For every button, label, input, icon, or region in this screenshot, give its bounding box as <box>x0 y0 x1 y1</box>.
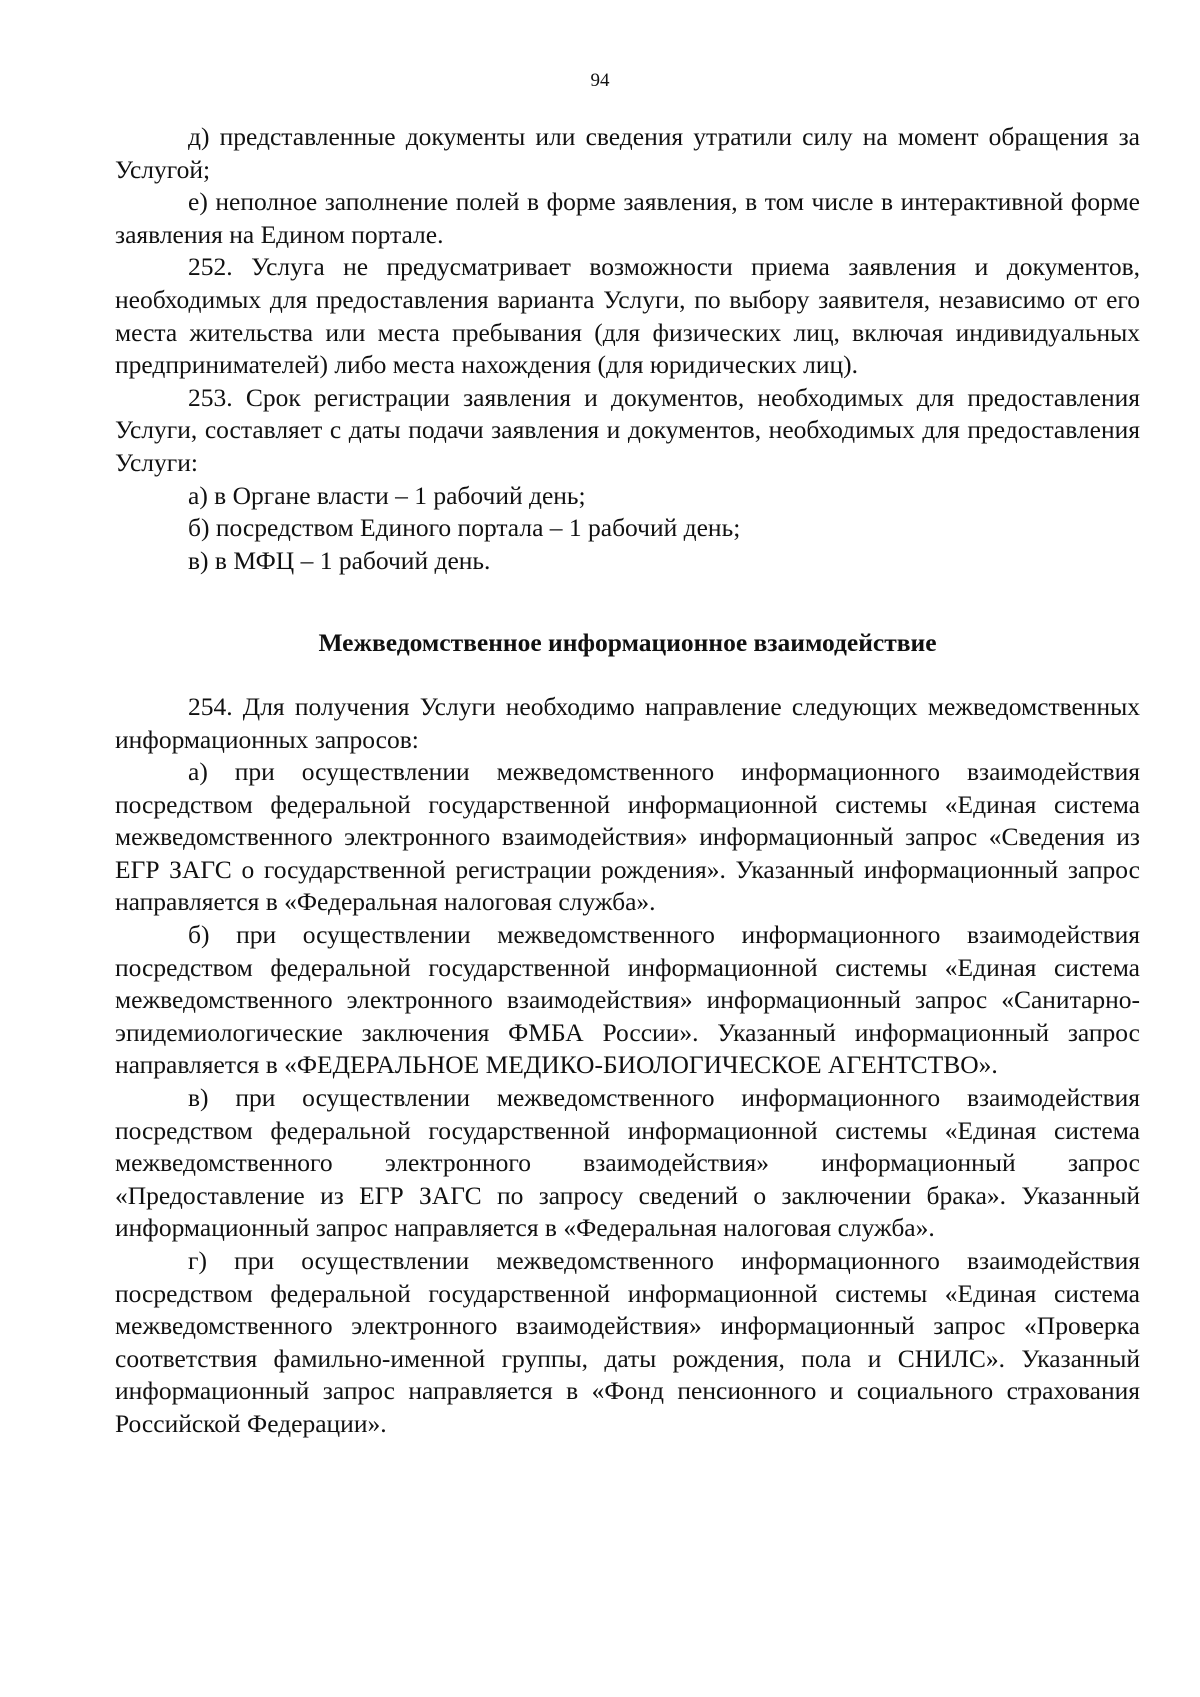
paragraph-253-item-a: а) в Органе власти – 1 рабочий день; <box>188 480 586 510</box>
paragraph-item-e: е) неполное заполнение полей в форме заявления, в том числе в интерактивной форме заявления на Едином портале. <box>115 187 1140 249</box>
page-number: 94 <box>590 70 610 91</box>
paragraph-253: 253. Срок регистрации заявления и документов, необходимых для предоставления Услуги, составляет с даты подачи заявления и документов, необходимых для предоставления Услуги: <box>115 382 1140 477</box>
paragraph-254-item-b: б) при осуществлении межведомственного информационного взаимодействия посредством федеральной государственной информационной системы «Единая система межведомственного электронного взаимодействия» информационный запрос «Санитарно-эпидемиологические заключения ФМБА России». Указанный информационный запрос направляется в «ФЕДЕРАЛЬНОЕ МЕДИКО-БИОЛОГИЧЕСКОЕ АГЕНТСТВО». <box>115 920 1140 1080</box>
paragraph-254-item-v: в) при осуществлении межведомственного информационного взаимодействия посредством федеральной государственной информационной системы «Единая система межведомственного электронного взаимодействия» информационный запрос «Предоставление из ЕГР ЗАГС по запросу сведений о заключении брака». Указанный информационный запрос направляется в «Федеральная налоговая служба». <box>115 1083 1140 1243</box>
paragraph-item-d: д) представленные документы или сведения утратили силу на момент обращения за Услугой; <box>115 122 1140 184</box>
paragraph-253-item-b: б) посредством Единого портала – 1 рабочий день; <box>188 513 741 543</box>
section-heading: Межведомственное информационное взаимодействие <box>318 628 937 658</box>
paragraph-252: 252. Услуга не предусматривает возможности приема заявления и документов, необходимых для предоставления варианта Услуги, по выбору заявителя, независимо от его места жительства или места пребывания (для физических лиц, включая индивидуальных предпринимателей) либо места нахождения (для юридических лиц). <box>115 252 1140 380</box>
paragraph-254-item-a: а) при осуществлении межведомственного информационного взаимодействия посредством федеральной государственной информационной системы «Единая система межведомственного электронного взаимодействия» информационный запрос «Сведения из ЕГР ЗАГС о государственной регистрации рождения». Указанный информационный запрос направляется в «Федеральная налоговая служба». <box>115 757 1140 917</box>
paragraph-254: 254. Для получения Услуги необходимо направление следующих межведомственных информационных запросов: <box>115 691 1140 754</box>
paragraph-254-item-g: г) при осуществлении межведомственного информационного взаимодействия посредством федеральной государственной информационной системы «Единая система межведомственного электронного взаимодействия» информационный запрос «Проверка соответствия фамильно-именной группы, даты рождения, пола и СНИЛС». Указанный информационный запрос направляется в «Фонд пенсионного и социального страхования Российской Федерации». <box>115 1246 1140 1438</box>
paragraph-253-item-v: в) в МФЦ – 1 рабочий день. <box>188 545 491 575</box>
document-body <box>115 121 1140 1441</box>
